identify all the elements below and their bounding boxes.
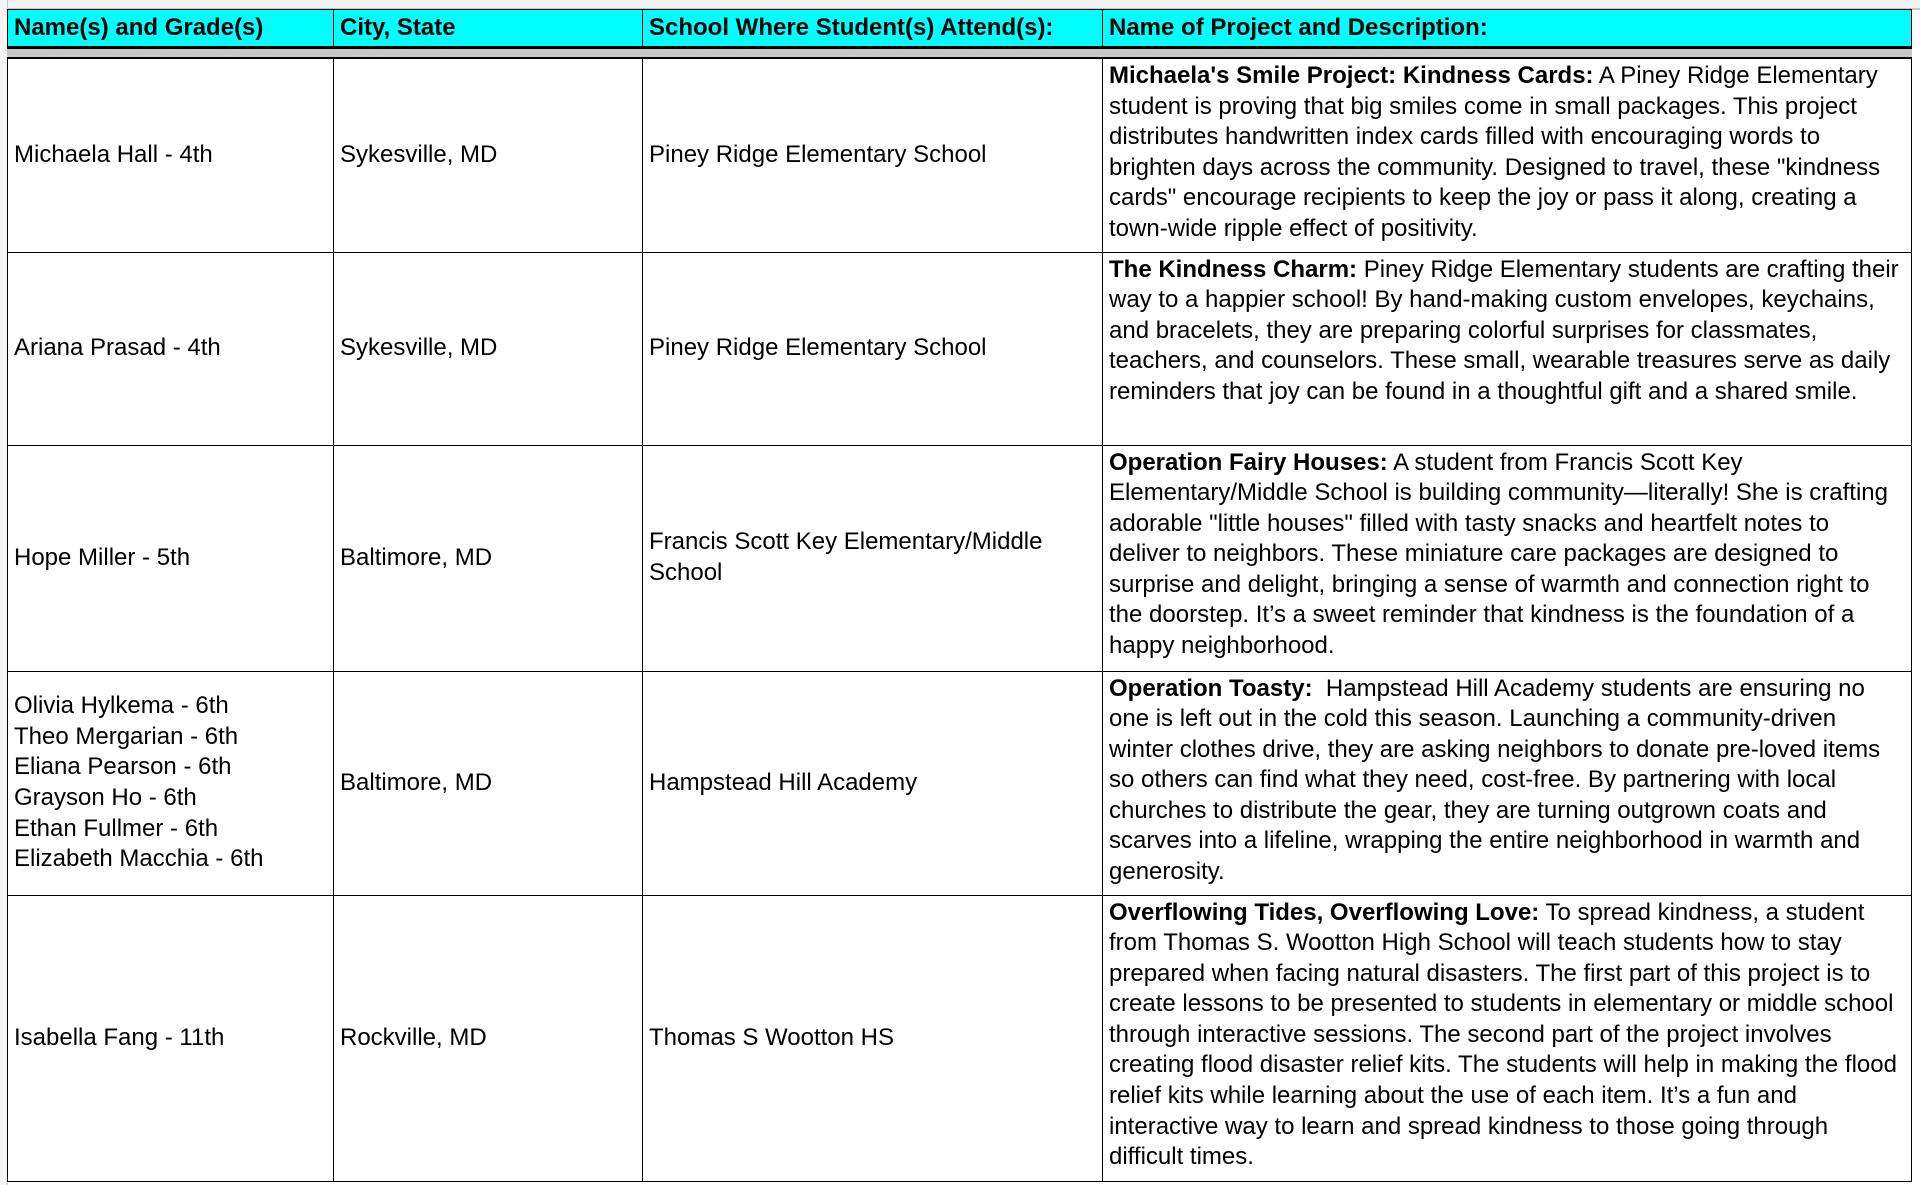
project-cell[interactable] bbox=[1103, 671, 1912, 895]
city-cell[interactable]: Rockville, MD bbox=[334, 895, 643, 1181]
school-cell[interactable]: Thomas S Wootton HS bbox=[643, 895, 1103, 1181]
projects-table bbox=[7, 9, 1912, 1182]
city-cell[interactable]: Baltimore, MD bbox=[334, 445, 643, 671]
project-title: The Kindness Charm: bbox=[1109, 255, 1358, 283]
project-cell[interactable] bbox=[1103, 445, 1912, 671]
project-description: Piney Ridge Elementary students are crafting their way to a happier school! By hand-making custom envelopes, keychains, and bracelets, they are preparing colorful surprises for classmates, teachers, and counselors. These small, wearable treasures serve as daily reminders that joy can be found in a thoughtful gift and a shared smile. bbox=[1109, 255, 1906, 405]
student-name: Elizabeth Macchia - 6th bbox=[14, 845, 264, 873]
project-description: A student from Francis Scott Key Elementary/Middle School is building community—literally! She is crafting adorable "little houses" filled with tasty snacks and heartfelt notes to deliver to neighbors. These miniature care packages are designed to surprise and delight, bringing a sense of warmth and connection right to the doorstep. It’s a sweet reminder that kindness is the foundation of a happy neighborhood. bbox=[1109, 448, 1895, 660]
header-school: School Where Student(s) Attend(s): bbox=[643, 10, 1103, 48]
student-name: Hope Miller - 5th bbox=[14, 543, 191, 571]
project-description: To spread kindness, a student from Thomas S. Wootton High School will teach students how to stay prepared when facing natural disasters. The first part of this project is to create lessons to be presented to students in elementary or middle school through interactive sessions. The second part of the project involves creating flood disaster relief kits. The students will help in making the flood relief kits while learning about the use of each item. It’s a fun and interactive way to learn and spread kindness to those going through difficult times. bbox=[1109, 898, 1904, 1171]
table-row bbox=[8, 895, 1912, 1181]
project-title: Michaela's Smile Project: Kindness Cards: bbox=[1109, 62, 1594, 89]
project-description: A Piney Ridge Elementary student is proving that big smiles come in small packages. This project distributes handwritten index cards filled with encouraging words to brighten days across the community. Designed to travel, these "kindness cards" encourage recipients to keep the joy or pass it along, creating a town-wide ripple effect of positivity. bbox=[1109, 62, 1887, 242]
student-name: Ethan Fullmer - 6th bbox=[14, 814, 219, 842]
project-title: Operation Fairy Houses: bbox=[1109, 448, 1388, 476]
project-cell[interactable] bbox=[1103, 252, 1912, 445]
project-description: Hampstead Hill Academy students are ensuring no one is left out in the cold this season. Launching a community-driven winter clothes drive, they are asking neighbors to donate pre-loved items so others can find what they need, cost-free. By partnering with local churches to distribute the gear, they are turning outgrown coats and scarves into a lifeline, wrapping the entire neighborhood in warmth and generosity. bbox=[1109, 674, 1887, 886]
student-name: Isabella Fang - 11th bbox=[14, 1023, 225, 1051]
school-cell[interactable]: Piney Ridge Elementary School bbox=[643, 58, 1103, 252]
frozen-divider-cell bbox=[8, 48, 1912, 59]
student-name: Michaela Hall - 4th bbox=[14, 140, 213, 168]
project-title: Operation Toasty: bbox=[1109, 674, 1313, 702]
names-cell[interactable] bbox=[8, 671, 334, 895]
header-project: Name of Project and Description: bbox=[1103, 10, 1912, 48]
header-names: Name(s) and Grade(s) bbox=[8, 10, 334, 48]
names-cell[interactable] bbox=[8, 895, 334, 1181]
student-name: Grayson Ho - 6th bbox=[14, 784, 197, 811]
city-cell[interactable]: Sykesville, MD bbox=[334, 58, 643, 252]
frozen-divider bbox=[8, 48, 1912, 59]
school-cell[interactable]: Francis Scott Key Elementary/Middle School bbox=[643, 445, 1103, 671]
header-row bbox=[8, 10, 1912, 48]
project-title: Overflowing Tides, Overflowing Love: bbox=[1109, 898, 1540, 926]
names-cell[interactable] bbox=[8, 445, 334, 671]
table-row bbox=[8, 671, 1912, 895]
header-city: City, State bbox=[334, 10, 643, 48]
city-cell[interactable]: Sykesville, MD bbox=[334, 252, 643, 445]
names-cell[interactable] bbox=[8, 252, 334, 445]
student-name: Ariana Prasad - 4th bbox=[14, 334, 221, 362]
student-name: Theo Mergarian - 6th bbox=[14, 722, 239, 750]
table-row bbox=[8, 252, 1912, 445]
table-row bbox=[8, 58, 1912, 252]
table-row bbox=[8, 445, 1912, 671]
student-name: Eliana Pearson - 6th bbox=[14, 753, 232, 781]
school-cell[interactable]: Piney Ridge Elementary School bbox=[643, 252, 1103, 445]
project-cell[interactable] bbox=[1103, 895, 1912, 1181]
project-cell[interactable] bbox=[1103, 58, 1912, 252]
student-name: Olivia Hylkema - 6th bbox=[14, 692, 229, 720]
school-cell[interactable]: Hampstead Hill Academy bbox=[643, 671, 1103, 895]
city-cell[interactable]: Baltimore, MD bbox=[334, 671, 643, 895]
names-cell[interactable] bbox=[8, 58, 334, 252]
